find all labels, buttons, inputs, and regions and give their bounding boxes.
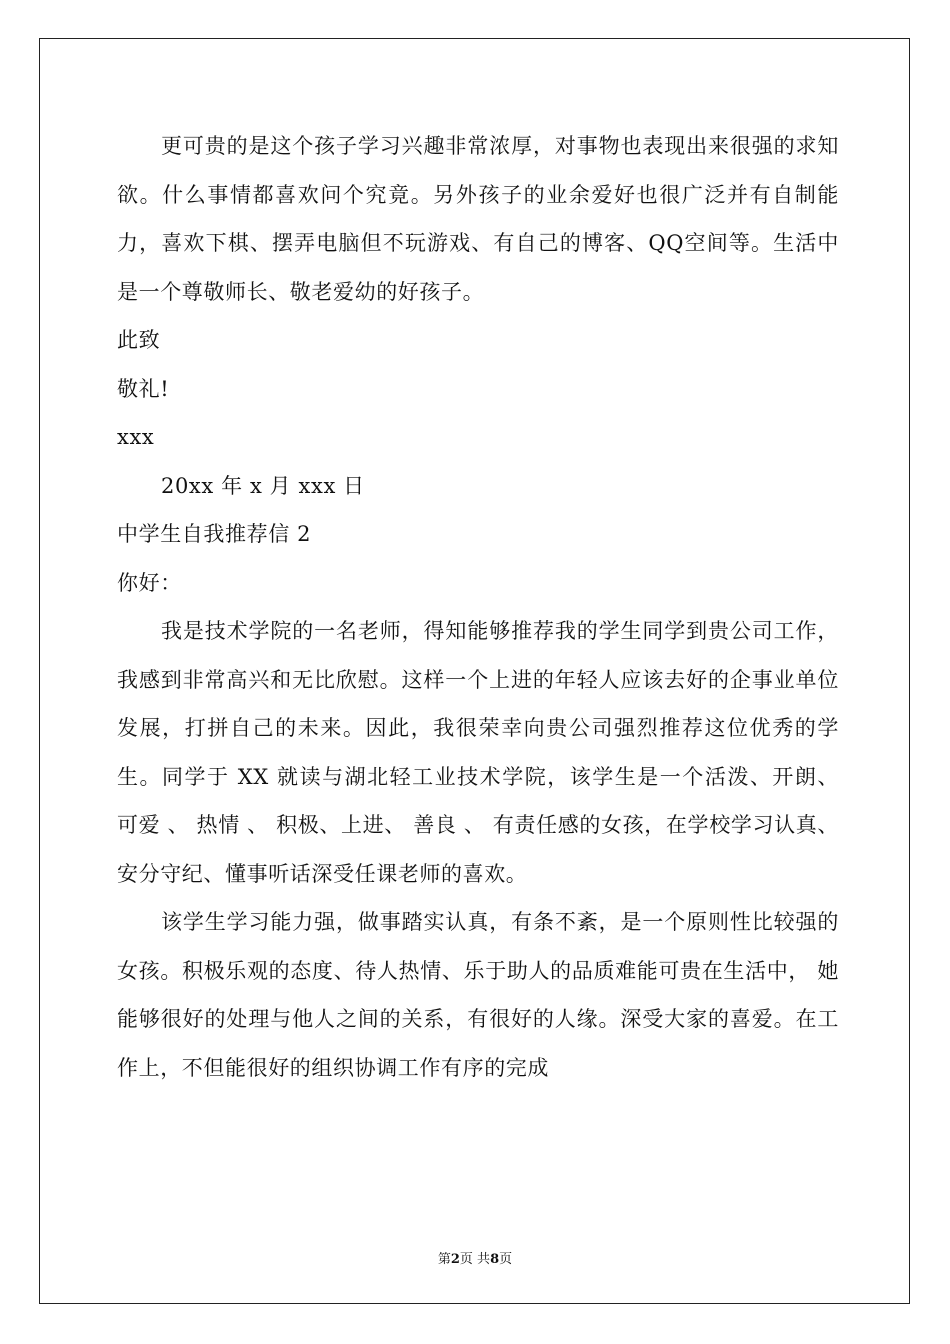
page-current: 2 [450, 1252, 460, 1267]
closing-salutation: 此致 [117, 328, 161, 352]
page-suffix: 页 [499, 1252, 513, 1267]
paragraph-abilities: 该学生学习能力强，做事踏实认真，有条不紊，是一个原则性比较强的女孩。积极乐观的态度、待人热情、乐于助人的品质难能可贵在生活中， 她能够很好的处理与他人之间的关系，有很好的人缘。深受大家的喜爱。在工作上，不但能很好的组织协调工作有序的完成 [117, 910, 839, 1080]
paragraph-praise: 更可贵的是这个孩子学习兴趣非常浓厚，对事物也表现出来很强的求知欲。什么事情都喜欢问个究竟。另外孩子的业余爱好也很广泛并有自制能力，喜欢下棋、摆弄电脑但不玩游戏、有自己的博客、QQ空间等。生活中是一个尊敬师长、敬老爱幼的好孩子。 [117, 134, 839, 304]
paragraph-introduction: 我是技术学院的一名老师，得知能够推荐我的学生同学到贵公司工作，我感到非常高兴和无比欣慰。这样一个上进的年轻人应该去好的企事业单位发展，打拼自己的未来。因此，我很荣幸向贵公司强烈推荐这位优秀的学生。同学于 XX 就读与湖北轻工业技术学院，该学生是一个活泼、开朗、 可爱 、 热情 、 积极、上进、 善良 、 有责任感的女孩，在学校学习认真、安分守纪、懂事听话深受任课老师的喜欢。 [117, 619, 839, 886]
page-middle: 页 共 [459, 1252, 491, 1267]
section-heading: 中学生自我推荐信 2 [117, 522, 312, 546]
page-prefix: 第 [437, 1252, 451, 1267]
page-total: 8 [490, 1252, 500, 1267]
closing-regards: 敬礼! [117, 376, 170, 401]
signature-date: 20xx 年 x 月 xxx 日 [161, 473, 365, 498]
signature-name: xxx [117, 425, 155, 449]
page-footer [0, 1248, 950, 1267]
document-body [117, 122, 839, 1092]
greeting: 你好： [117, 570, 182, 595]
